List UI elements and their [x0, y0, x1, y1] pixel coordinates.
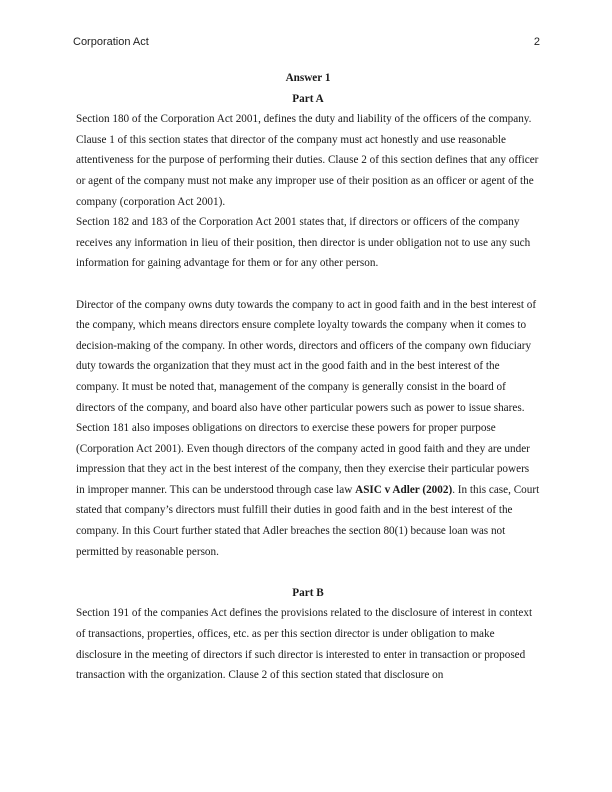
answer-heading: Answer 1 [285, 72, 331, 84]
paragraph-gap [76, 562, 540, 583]
page-number: 2 [533, 36, 540, 48]
part-a-paragraph-3 [76, 295, 540, 563]
document-body [76, 68, 540, 686]
case-citation: ASIC v Adler (2002) [355, 483, 453, 496]
part-b-heading: Part B [292, 586, 324, 599]
part-a-paragraph-1: Section 180 of the Corporation Act 2001, defines the duty and liability of the officers of the company. Clause 1 of this section states that director of the company must act honestly and use reasonable attentiveness for the purpose of performing their duties. Clause 2 of this section defines that any officer or agent of the company must not make any improper use of their position as an officer or agent of the company (corporation Act 2001). [76, 113, 539, 208]
page-header [73, 36, 540, 48]
header-title: Corporation Act [73, 36, 149, 48]
part-a-paragraph-3-text-before: Director of the company owns duty towards the company to act in good faith and in the best interest of the company, which means directors ensure complete loyalty towards the company when it comes to decision-making of the company. In other words, directors and officers of the company own fiduciary duty towards the organization that they must act in the good faith and in the best interest of the company. It must be noted that, management of the company is generally consist in the board of directors of the company, and board also have other particular powers such as power to issue shares. Section 181 also imposes obligations on directors to exercise these powers for proper purpose (Corporation Act 2001). Even though directors of the company acted in good faith and they are under impression that they act in the best interest of the company, then they exercise their particular powers in improper manner. This can be understood through case law [76, 298, 537, 496]
paragraph-gap [76, 274, 540, 295]
part-a-heading: Part A [292, 92, 324, 105]
part-b-paragraph-1: Section 191 of the companies Act defines the provisions related to the disclosure of interest in context of transactions, properties, offices, etc. as per this section director is under obligation to make disclosure in the meeting of directors if such director is interested to enter in transaction or proposed transaction with the organization. Clause 2 of this section stated that disclosure on [76, 607, 533, 682]
part-a-paragraph-3-text-after: . In this case, Court stated that company’s directors must fulfill their duties in good faith and in the best interest of the company. In this Court further stated that Adler breaches the section 80(1) because loan was not permitted by reasonable person. [76, 483, 540, 558]
part-a-paragraph-2: Section 182 and 183 of the Corporation Act 2001 states that, if directors or officers of the company receives any information in lieu of their position, then director is under obligation not to use any such information for gaining advantage for them or for any other person. [76, 216, 531, 270]
